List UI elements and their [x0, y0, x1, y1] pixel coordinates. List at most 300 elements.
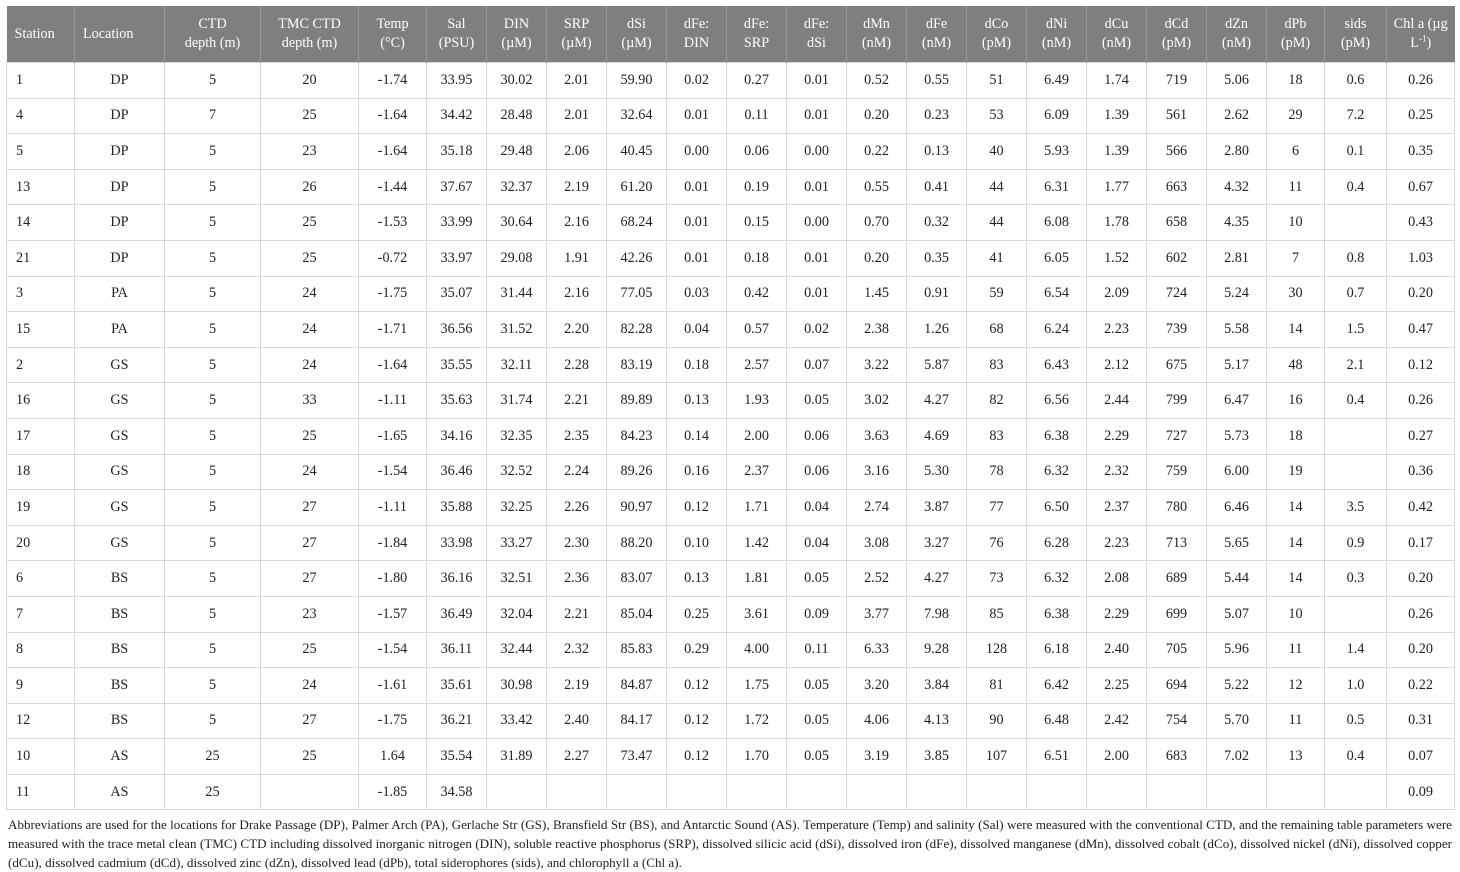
table-cell: DP	[75, 169, 165, 205]
table-cell	[1325, 596, 1387, 632]
table-cell: 82	[967, 383, 1027, 419]
column-header	[1027, 6, 1087, 63]
table-cell: GS	[75, 347, 165, 383]
table-cell: 3.77	[847, 596, 907, 632]
table-cell: 34.16	[427, 418, 487, 454]
table-cell: DP	[75, 134, 165, 170]
table-cell: BS	[75, 596, 165, 632]
column-header-line1: dFe:	[683, 16, 710, 32]
table-cell: 4.06	[847, 703, 907, 739]
table-cell: 0.01	[667, 205, 727, 241]
column-header-line1: dFe	[925, 16, 948, 32]
table-cell: 82.28	[607, 312, 667, 348]
table-cell: 12	[1267, 668, 1325, 704]
table-cell: 0.05	[787, 703, 847, 739]
table-cell: 0.12	[1387, 347, 1455, 383]
table-cell: -1.84	[359, 525, 427, 561]
column-header	[727, 6, 787, 63]
table-row	[7, 169, 1455, 205]
table-cell: 85.04	[607, 596, 667, 632]
table-cell: 0.22	[1387, 668, 1455, 704]
table-cell: 16	[1267, 383, 1325, 419]
table-cell: 35.88	[427, 490, 487, 526]
table-cell: 3.27	[907, 525, 967, 561]
table-row	[7, 240, 1455, 276]
table-cell: 85.83	[607, 632, 667, 668]
column-header-line2: (nM)	[921, 35, 952, 51]
table-cell: 73.47	[607, 739, 667, 775]
table-cell: 739	[1147, 312, 1207, 348]
table-cell	[1087, 774, 1147, 810]
table-cell: 5	[165, 240, 261, 276]
table-cell: 35.07	[427, 276, 487, 312]
table-cell: 0.17	[1387, 525, 1455, 561]
column-header-line1: Temp	[376, 16, 409, 32]
table-cell: 11	[7, 774, 75, 810]
table-cell: 5	[165, 312, 261, 348]
column-header-line1: Chl a (µg	[1393, 16, 1448, 32]
table-cell: 719	[1147, 63, 1207, 99]
table-cell: 15	[7, 312, 75, 348]
column-header-line1: dCd	[1164, 16, 1189, 32]
table-cell: 2.30	[547, 525, 607, 561]
table-cell: 2.81	[1207, 240, 1267, 276]
table-cell: 0.5	[1325, 703, 1387, 739]
table-cell: 0.12	[667, 703, 727, 739]
table-cell: 40	[967, 134, 1027, 170]
table-cell	[607, 774, 667, 810]
table-cell: 0.25	[667, 596, 727, 632]
column-header-line2: (pM)	[1161, 35, 1192, 51]
table-cell	[967, 774, 1027, 810]
table-cell: 25	[261, 98, 359, 134]
table-cell: 0.27	[727, 63, 787, 99]
table-cell: 59.90	[607, 63, 667, 99]
table-cell: 6.48	[1027, 703, 1087, 739]
table-cell: 5.30	[907, 454, 967, 490]
table-cell: 0.42	[1387, 490, 1455, 526]
table-cell: 25	[165, 739, 261, 775]
table-cell: 5.93	[1027, 134, 1087, 170]
table-cell: 2.20	[547, 312, 607, 348]
table-cell: 0.07	[1387, 739, 1455, 775]
table-cell: 36.46	[427, 454, 487, 490]
table-cell: 1.42	[727, 525, 787, 561]
table-cell: 0.05	[787, 561, 847, 597]
table-cell: 2.40	[547, 703, 607, 739]
table-cell: 33.97	[427, 240, 487, 276]
column-header-line2: depth (m)	[281, 35, 338, 51]
table-cell: 32.11	[487, 347, 547, 383]
column-header	[667, 6, 727, 63]
table-cell: 0.06	[727, 134, 787, 170]
table-cell: 23	[261, 134, 359, 170]
table-cell: 0.20	[847, 240, 907, 276]
table-cell: 1.74	[1087, 63, 1147, 99]
table-cell: 21	[7, 240, 75, 276]
column-header-line2: (°C)	[380, 35, 405, 51]
table-cell: 13	[1267, 739, 1325, 775]
table-cell: 5	[165, 347, 261, 383]
table-cell: -1.11	[359, 490, 427, 526]
table-cell: AS	[75, 774, 165, 810]
table-cell: 6.33	[847, 632, 907, 668]
column-header	[261, 6, 359, 63]
table-cell: 29.48	[487, 134, 547, 170]
table-cell: 754	[1147, 703, 1207, 739]
table-cell: 2.09	[1087, 276, 1147, 312]
table-cell: 0.01	[787, 169, 847, 205]
table-cell: 0.4	[1325, 169, 1387, 205]
table-cell: 26	[261, 169, 359, 205]
table-cell: 83.19	[607, 347, 667, 383]
table-cell: 6.51	[1027, 739, 1087, 775]
table-cell: 2.28	[547, 347, 607, 383]
table-cell: 4.13	[907, 703, 967, 739]
table-cell: 0.4	[1325, 383, 1387, 419]
table-cell: 84.23	[607, 418, 667, 454]
table-cell: 3.61	[727, 596, 787, 632]
table-cell: 10	[1267, 205, 1325, 241]
column-header-line1: CTD	[198, 16, 227, 32]
table-cell: 1.78	[1087, 205, 1147, 241]
table-cell: 6.31	[1027, 169, 1087, 205]
table-cell: 1.45	[847, 276, 907, 312]
table-cell: 5	[165, 703, 261, 739]
table-cell: -1.80	[359, 561, 427, 597]
table-cell: 83	[967, 418, 1027, 454]
table-cell: 19	[1267, 454, 1325, 490]
table-cell: 36.11	[427, 632, 487, 668]
table-cell: 18	[1267, 63, 1325, 99]
table-cell: 25	[261, 632, 359, 668]
table-cell: 24	[261, 276, 359, 312]
table-container	[6, 6, 1454, 872]
table-cell: 0.19	[727, 169, 787, 205]
table-cell: 4.69	[907, 418, 967, 454]
table-row	[7, 205, 1455, 241]
table-cell: 0.7	[1325, 276, 1387, 312]
table-cell: 3.63	[847, 418, 907, 454]
table-cell: 32.37	[487, 169, 547, 205]
table-cell: 6.24	[1027, 312, 1087, 348]
table-cell: 4.27	[907, 561, 967, 597]
table-cell: 81	[967, 668, 1027, 704]
table-cell: 699	[1147, 596, 1207, 632]
table-cell: 5.87	[907, 347, 967, 383]
table-cell: 6.38	[1027, 418, 1087, 454]
table-cell: 35.61	[427, 668, 487, 704]
table-cell: 6.00	[1207, 454, 1267, 490]
table-cell: 2.06	[547, 134, 607, 170]
column-header-line2: dSi	[807, 35, 826, 51]
table-cell: 1.39	[1087, 98, 1147, 134]
table-cell: 1.52	[1087, 240, 1147, 276]
column-header-line1: dFe:	[803, 16, 830, 32]
table-cell: 5.70	[1207, 703, 1267, 739]
table-cell: 31.89	[487, 739, 547, 775]
table-cell: 6.54	[1027, 276, 1087, 312]
column-header	[1147, 6, 1207, 63]
table-cell: 0.00	[787, 205, 847, 241]
table-cell: 2.57	[727, 347, 787, 383]
table-cell: 3.08	[847, 525, 907, 561]
table-cell: -1.57	[359, 596, 427, 632]
table-cell: 1.26	[907, 312, 967, 348]
table-cell: 1.93	[727, 383, 787, 419]
table-cell: 3.16	[847, 454, 907, 490]
table-cell: GS	[75, 490, 165, 526]
table-cell: 0.9	[1325, 525, 1387, 561]
table-cell: 6.43	[1027, 347, 1087, 383]
table-cell: 1.5	[1325, 312, 1387, 348]
table-cell: 0.70	[847, 205, 907, 241]
table-cell: 2.01	[547, 98, 607, 134]
table-cell	[1325, 774, 1387, 810]
table-cell: 7	[7, 596, 75, 632]
table-row	[7, 774, 1455, 810]
table-cell: 0.14	[667, 418, 727, 454]
table-cell: 2.29	[1087, 596, 1147, 632]
table-cell: -1.71	[359, 312, 427, 348]
table-cell: 41	[967, 240, 1027, 276]
table-cell: 689	[1147, 561, 1207, 597]
column-header-line2: (µM)	[501, 35, 532, 51]
table-cell: 68.24	[607, 205, 667, 241]
table-cell: 0.01	[667, 169, 727, 205]
table-cell: 6.05	[1027, 240, 1087, 276]
table-cell	[907, 774, 967, 810]
table-cell: -1.53	[359, 205, 427, 241]
table-cell: 5.73	[1207, 418, 1267, 454]
table-cell: 1.81	[727, 561, 787, 597]
table-cell: 0.18	[667, 347, 727, 383]
table-cell: 16	[7, 383, 75, 419]
table-cell: GS	[75, 454, 165, 490]
table-cell: 602	[1147, 240, 1207, 276]
table-cell: 2.23	[1087, 312, 1147, 348]
table-cell: 713	[1147, 525, 1207, 561]
table-cell: PA	[75, 312, 165, 348]
table-cell: 799	[1147, 383, 1207, 419]
table-cell: 10	[1267, 596, 1325, 632]
table-cell: 0.11	[787, 632, 847, 668]
table-cell: 0.07	[787, 347, 847, 383]
table-cell: 34.42	[427, 98, 487, 134]
table-cell: 36.49	[427, 596, 487, 632]
table-cell: BS	[75, 561, 165, 597]
table-cell: 0.25	[1387, 98, 1455, 134]
column-header-line1: Sal	[447, 16, 466, 32]
column-header-line2: (nM)	[1101, 35, 1132, 51]
table-cell: 35.63	[427, 383, 487, 419]
table-cell: BS	[75, 668, 165, 704]
table-cell	[1267, 774, 1325, 810]
table-cell: 1.0	[1325, 668, 1387, 704]
column-header	[1387, 6, 1455, 63]
table-cell: 3.87	[907, 490, 967, 526]
table-cell: 2.21	[547, 596, 607, 632]
table-cell: 24	[261, 668, 359, 704]
table-cell: -1.74	[359, 63, 427, 99]
table-cell: 2.25	[1087, 668, 1147, 704]
table-cell: 0.47	[1387, 312, 1455, 348]
table-cell: 3.5	[1325, 490, 1387, 526]
table-cell: 18	[1267, 418, 1325, 454]
table-cell: 11	[1267, 703, 1325, 739]
table-cell: 128	[967, 632, 1027, 668]
table-cell: 2.00	[727, 418, 787, 454]
table-cell: 6.42	[1027, 668, 1087, 704]
column-header	[1207, 6, 1267, 63]
table-cell: 44	[967, 205, 1027, 241]
table-cell: 48	[1267, 347, 1325, 383]
table-cell: 2.00	[1087, 739, 1147, 775]
table-cell: 6.47	[1207, 383, 1267, 419]
table-cell: 14	[1267, 312, 1325, 348]
column-header-line2: (pM)	[1340, 35, 1371, 51]
table-cell: 27	[261, 703, 359, 739]
table-cell: 33	[261, 383, 359, 419]
column-header-line2: (pM)	[981, 35, 1012, 51]
table-cell: 59	[967, 276, 1027, 312]
table-cell: 5.44	[1207, 561, 1267, 597]
table-cell: 30.64	[487, 205, 547, 241]
table-cell: 11	[1267, 632, 1325, 668]
table-cell: 5.06	[1207, 63, 1267, 99]
column-header	[359, 6, 427, 63]
table-cell: 5.07	[1207, 596, 1267, 632]
table-cell: 6	[1267, 134, 1325, 170]
table-cell: 14	[7, 205, 75, 241]
table-cell: 0.31	[1387, 703, 1455, 739]
table-cell: 0.22	[847, 134, 907, 170]
table-cell: 90.97	[607, 490, 667, 526]
table-cell: 36.16	[427, 561, 487, 597]
table-row	[7, 347, 1455, 383]
table-cell: 6.32	[1027, 561, 1087, 597]
table-cell: -1.64	[359, 98, 427, 134]
table-cell: 6.18	[1027, 632, 1087, 668]
table-cell: 0.26	[1387, 63, 1455, 99]
table-row	[7, 134, 1455, 170]
column-header-line1: Station	[14, 25, 55, 42]
table-cell: 1.91	[547, 240, 607, 276]
table-cell: 9	[7, 668, 75, 704]
table-cell: 0.00	[667, 134, 727, 170]
column-header-line2: (µM)	[561, 35, 592, 51]
table-cell: 33.42	[487, 703, 547, 739]
table-cell: 5	[165, 561, 261, 597]
table-cell: 2.37	[727, 454, 787, 490]
table-cell: 0.41	[907, 169, 967, 205]
table-cell: DP	[75, 98, 165, 134]
table-cell: -1.11	[359, 383, 427, 419]
table-cell: 27	[261, 561, 359, 597]
table-cell	[261, 774, 359, 810]
table-cell: 705	[1147, 632, 1207, 668]
table-cell: -1.44	[359, 169, 427, 205]
table-cell: DP	[75, 63, 165, 99]
table-cell	[547, 774, 607, 810]
column-header	[967, 6, 1027, 63]
table-cell: 561	[1147, 98, 1207, 134]
table-cell: 78	[967, 454, 1027, 490]
table-row	[7, 383, 1455, 419]
table-cell: 1.77	[1087, 169, 1147, 205]
table-cell: 33.27	[487, 525, 547, 561]
table-footnote: Abbreviations are used for the locations for Drake Passage (DP), Palmer Arch (PA), Gerlache Str (GS), Bransfield Str (BS), and Antarctic Sound (AS). Temperature (Temp) and salinity (Sal) were measured with the conventional CTD, and the remaining table parameters were measured with the trace metal clean (TMC) CTD including dissolved inorganic nitrogen (DIN), soluble reactive phosphorus (SRP), dissolved silicic acid (dSi), dissolved iron (dFe), dissolved manganese (dMn), dissolved cobalt (dCo), dissolved nickel (dNi), dissolved copper (dCu), dissolved cadmium (dCd), dissolved zinc (dZn), dissolved lead (dPb), total siderophores (sids), and chlorophyll a (Chl a).	[8, 817, 1452, 870]
table-cell: 2.37	[1087, 490, 1147, 526]
table-cell: 0.20	[1387, 561, 1455, 597]
table-cell: 29	[1267, 98, 1325, 134]
table-row	[7, 668, 1455, 704]
table-cell: 12	[7, 703, 75, 739]
column-header-line2: SRP	[743, 35, 770, 51]
table-cell: 5	[165, 383, 261, 419]
table-cell: 2.23	[1087, 525, 1147, 561]
table-cell: 0.05	[787, 739, 847, 775]
column-header	[1267, 6, 1325, 63]
column-header-line1: dZn	[1225, 16, 1248, 32]
table-cell: 84.87	[607, 668, 667, 704]
table-cell: 30	[1267, 276, 1325, 312]
table-cell: 35.55	[427, 347, 487, 383]
table-cell: 24	[261, 347, 359, 383]
table-cell: 0.02	[787, 312, 847, 348]
table-cell: 0.67	[1387, 169, 1455, 205]
table-cell: 3	[7, 276, 75, 312]
table-cell: 0.55	[907, 63, 967, 99]
table-cell: 5	[165, 490, 261, 526]
table-cell: 0.09	[1387, 774, 1455, 810]
table-cell: 88.20	[607, 525, 667, 561]
table-cell: 68	[967, 312, 1027, 348]
table-cell: 0.27	[1387, 418, 1455, 454]
table-cell: 37.67	[427, 169, 487, 205]
table-row	[7, 63, 1455, 99]
table-cell: 0.09	[787, 596, 847, 632]
table-row	[7, 454, 1455, 490]
table-cell: 5.17	[1207, 347, 1267, 383]
table-cell: 61.20	[607, 169, 667, 205]
table-cell: 0.29	[667, 632, 727, 668]
table-row	[7, 98, 1455, 134]
table-cell: 0.04	[787, 490, 847, 526]
table-cell: 0.12	[667, 739, 727, 775]
table-cell: 53	[967, 98, 1027, 134]
table-cell: 0.57	[727, 312, 787, 348]
table-cell: 2.27	[547, 739, 607, 775]
table-cell: 14	[1267, 490, 1325, 526]
table-cell: -1.64	[359, 347, 427, 383]
table-cell: 27	[261, 490, 359, 526]
table-cell: 0.03	[667, 276, 727, 312]
table-cell: 32.35	[487, 418, 547, 454]
table-cell: -0.72	[359, 240, 427, 276]
table-cell: 35.18	[427, 134, 487, 170]
column-header	[1325, 6, 1387, 63]
table-cell: 7	[1267, 240, 1325, 276]
column-header-line1: DIN	[503, 16, 530, 32]
column-header-tail: )	[1426, 35, 1432, 51]
table-cell: 683	[1147, 739, 1207, 775]
table-cell: 3.84	[907, 668, 967, 704]
table-cell: 0.35	[1387, 134, 1455, 170]
table-cell: 3.02	[847, 383, 907, 419]
table-cell: 25	[261, 205, 359, 241]
table-cell: 1.64	[359, 739, 427, 775]
